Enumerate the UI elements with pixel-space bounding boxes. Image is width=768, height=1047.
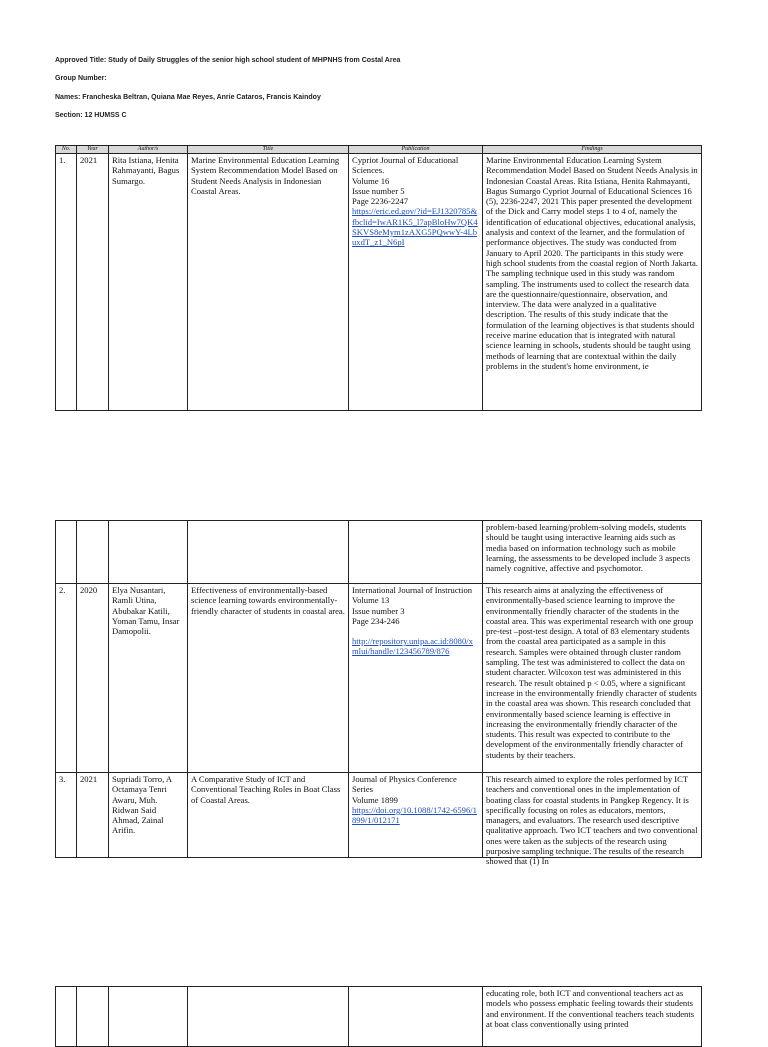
publication-link[interactable]: http://repository.unipa.ac.id:8080/xmlui/handle/123456789/876 (352, 636, 473, 657)
group-number: Group Number: (55, 75, 107, 82)
findings-text: educating role, both ICT and conventional teachers act as models who possess emphatic feeling towards their students and environment. If the conventional teachers teach students at boat class conventionally using printed (486, 988, 695, 1029)
literature-table-page3 (55, 986, 702, 1047)
col-header-findings: Findings (483, 146, 702, 154)
cell-authors: Elya Nusantari, Ramli Utina, Abubakar Katili, Yoman Tamu, Insar Damopolii. (109, 584, 188, 773)
findings-text: problem-based learning/problem-solving models, students should be taught using interactive learning aids such as media based on information technology such as mobile learning, the assessments to be developed include 3 aspects namely cognitive, affective and psychomotor. (486, 522, 691, 574)
empty-cell (56, 987, 77, 1047)
cell-year: 2021 (77, 773, 109, 858)
col-header-title: Title (188, 146, 349, 154)
cell-publication (349, 154, 483, 411)
group-names: Names: Francheska Beltran, Quiana Mae Reyes, Anrie Cataros, Francis Kaindoy (55, 94, 321, 101)
empty-cell (349, 987, 483, 1047)
empty-cell (349, 521, 483, 584)
findings-text: This research aimed to explore the roles performed by ICT teachers and conventional ones in the implementation of boating class for coastal students in Pangkep Regency. It is specifically focusing on roles as educators, mentors, managers, and evaluators. The research used descriptive qualitative approach. Two ICT teachers and two conventional ones were taken as the subjects of the research using purposive sampling technique. The results of the research showed that (1) In (486, 774, 698, 867)
cell-title: Marine Environmental Education Learning System Recommendation Model Based on Student Needs Analysis in Indonesian Coastal Areas. (188, 154, 349, 411)
pub-issue: Issue number 3 (352, 605, 405, 616)
empty-cell (188, 521, 349, 584)
literature-table-page2 (55, 520, 702, 867)
cell-findings (483, 154, 702, 411)
cell-publication (349, 773, 483, 858)
col-header-year: Year (77, 146, 109, 154)
cell-no: 2. (56, 584, 77, 773)
publication-link[interactable]: https://doi.org/10.1088/1742-6596/1899/1/012171 (352, 804, 477, 826)
pub-volume: Volume 13 (352, 595, 390, 606)
col-header-no: No. (56, 146, 77, 154)
cell-title: A Comparative Study of ICT and Conventional Teaching Roles in Boat Class of Coastal Areas. (188, 773, 349, 858)
findings-text: This research aims at analyzing the effectiveness of environmentally-based science learning to improve the environmentally friendly character of the students in the coastal area. This was experimental research with one group pre-test –post-test design. A total of 83 elementary students from the coastal area participated as a sample in this research. Samples were obtained through cluster random sampling. The test was administered to collect the data on student character. Wilcoxon test was administered in this research. The result obtained p < 0.05, where a significant increase in the environmentally friendly character of students in the coastal area was shown. This research concluded that environmentally based science learning is effective in increasing the environmentally friendly character of the students. This result was expected to contribute to the development of the environmentally friendly character of students by their teachers. (486, 585, 697, 760)
empty-cell (109, 521, 188, 584)
cell-title: Effectiveness of environmentally-based science learning towards environmentally-friendly character of students in coastal area. (188, 584, 349, 773)
table-row (56, 987, 702, 1047)
col-header-publication: Publication (349, 146, 483, 154)
pub-issue: Issue number 5 (352, 185, 405, 196)
table-row (56, 521, 702, 584)
pub-pages: Page 2236-2247 (352, 196, 409, 207)
approved-title: Approved Title: Study of Daily Struggles of the senior high school student of MHPNHS from Costal Area (55, 57, 401, 64)
pub-volume: Volume 16 (352, 175, 390, 186)
pub-journal: International Journal of Instruction (352, 585, 473, 595)
cell-no: 3. (56, 773, 77, 858)
cell-publication (349, 584, 483, 773)
section: Section: 12 HUMSS C (55, 112, 127, 119)
empty-cell (77, 987, 109, 1047)
cell-findings-continued (483, 987, 702, 1047)
table-header-row (56, 146, 702, 154)
col-header-authors: Author/s (109, 146, 188, 154)
empty-cell (188, 987, 349, 1047)
table-row (56, 584, 702, 773)
cell-findings (483, 584, 702, 773)
cell-findings (483, 773, 702, 867)
cell-no: 1. (56, 154, 77, 411)
empty-cell (77, 521, 109, 584)
literature-table-page1 (55, 145, 702, 411)
cell-year: 2021 (77, 154, 109, 411)
empty-cell (56, 521, 77, 584)
table-row (56, 773, 702, 858)
pub-journal: Journal of Physics Conference Series (352, 774, 457, 795)
cell-authors: Rita Istiana, Henita Rahmayanti, Bagus Sumargo. (109, 154, 188, 411)
empty-cell (109, 987, 188, 1047)
table-row (56, 154, 702, 411)
publication-link[interactable]: https://eric.ed.gov/?id=EJ1320785&fbclid=IwAR1K5_l7apBloHw7QK4SKVS8eMym1zAXG5PQwwY-4LbuxdT_z1_N6pI (352, 206, 478, 248)
cell-findings-continued (483, 521, 702, 584)
pub-pages: Page 234-246 (352, 615, 400, 626)
findings-text: Marine Environmental Education Learning System Recommendation Model Based on Student Needs Analysis in Indonesian Coastal Areas. Rita Istiana, Henita Rahmayanti, Bagus Sumargo Cypriot Journal of Educational Sciences 16 (5), 2236-2247, 2021 This paper presented the development of the Dick and Carry model steps 1 to 4 of, namely the identification of educational objectives, educational analysis, analysis and context of the learner, and the formulation of performance objectives. The study was conducted from January to April 2020. The participants in this study were high school students from the coastal region of North Jakarta. The sampling technique used in this study was random sampling. The instruments used to collect the research data are the questionnaire/questionnaire, observation, and interview. The data were analyzed in a qualitative description. The results of this study indicate that the formulation of the learning objectives is that students should receive marine education that is integrated with natural science learning in schools, students should be taught using methods of learning that are contextual within the daily problems in the student's home environment, ie (486, 155, 698, 371)
cell-year: 2020 (77, 584, 109, 773)
cell-authors: Supriadi Torro, A Octamaya Tenri Awaru, Muh. Ridwan Said Ahmad, Zainal Arifin. (109, 773, 188, 858)
pub-volume: Volume 1899 (352, 794, 398, 805)
pub-journal: Cypriot Journal of Educational Sciences. (352, 155, 459, 176)
